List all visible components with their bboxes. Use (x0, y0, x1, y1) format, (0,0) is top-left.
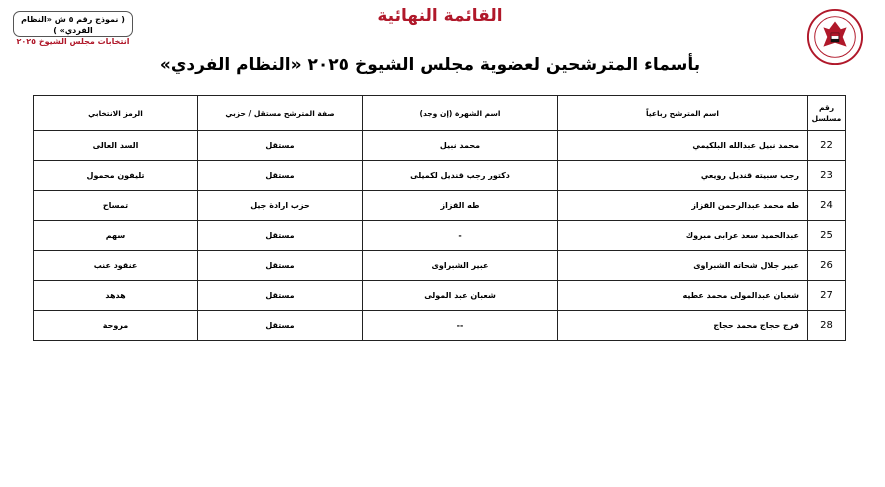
cell-status: مستقل (198, 161, 363, 191)
candidates-table (33, 95, 846, 341)
cell-serial: 27 (808, 281, 846, 311)
cell-fame: عبير الشبراوى (363, 251, 558, 281)
cell-fame: -- (363, 311, 558, 341)
cell-name: عبدالحميد سعد عرابى مبروك (558, 221, 808, 251)
form-number-box (13, 11, 133, 46)
table-header-row (34, 96, 846, 131)
cell-fame: طه القزاز (363, 191, 558, 221)
cell-status: مستقل (198, 131, 363, 161)
cell-serial: 23 (808, 161, 846, 191)
cell-serial: 26 (808, 251, 846, 281)
cell-symbol: السد العالى (34, 131, 198, 161)
cell-status: حزب ارادة جيل (198, 191, 363, 221)
cell-name: عبير جلال شحاته الشبراوى (558, 251, 808, 281)
table-row (34, 281, 846, 311)
cell-name: شعبان عبدالمولى محمد عطيه (558, 281, 808, 311)
cell-serial: 25 (808, 221, 846, 251)
cell-symbol: تمساح (34, 191, 198, 221)
header-fame: اسم الشهرة (إن وجد) (363, 96, 558, 131)
page-title: بأسماء المترشحين لعضوية مجلس الشيوخ ٢٠٢٥ «النظام الفردي» (159, 55, 701, 75)
cell-serial: 22 (808, 131, 846, 161)
header-symbol: الرمز الانتخابي (34, 96, 198, 131)
cell-fame: - (363, 221, 558, 251)
cell-status: مستقل (198, 251, 363, 281)
cell-status: مستقل (198, 281, 363, 311)
cell-symbol: سهم (34, 221, 198, 251)
header-name: اسم المترشح رباعياً (558, 96, 808, 131)
table-row (34, 161, 846, 191)
cell-fame: محمد نبيل (363, 131, 558, 161)
cell-name: رجب سبيته قنديل رويعي (558, 161, 808, 191)
table-row (34, 221, 846, 251)
cell-fame: دكتور رجب قنديل لكميلى (363, 161, 558, 191)
cell-fame: شعبان عبد المولى (363, 281, 558, 311)
cell-serial: 28 (808, 311, 846, 341)
cell-name: فرج حجاج محمد حجاج (558, 311, 808, 341)
cell-status: مستقل (198, 311, 363, 341)
table-row (34, 251, 846, 281)
table-row (34, 311, 846, 341)
table-row (34, 131, 846, 161)
cell-symbol: تليفون محمول (34, 161, 198, 191)
final-list-title: القائمة النهائية (377, 6, 503, 26)
cell-symbol: عنقود عنب (34, 251, 198, 281)
cell-name: طه محمد عبدالرحمن القزاز (558, 191, 808, 221)
form-number-label: ( نموذج رقم ٥ ش «النظام الفردي» ) (21, 15, 125, 35)
cell-serial: 24 (808, 191, 846, 221)
header-status: صفة المترشح مستقل / حزبي (198, 96, 363, 131)
cell-symbol: هدهد (34, 281, 198, 311)
cell-name: محمد نبيل عبدالله البلكيمي (558, 131, 808, 161)
national-elections-authority-logo-icon (806, 8, 864, 66)
election-name-label: انتخابات مجلس الشيوخ ٢٠٢٥ (16, 37, 130, 46)
table-row (34, 191, 846, 221)
cell-status: مستقل (198, 221, 363, 251)
cell-symbol: مروحة (34, 311, 198, 341)
header-serial: رقم مسلسل (808, 96, 846, 131)
